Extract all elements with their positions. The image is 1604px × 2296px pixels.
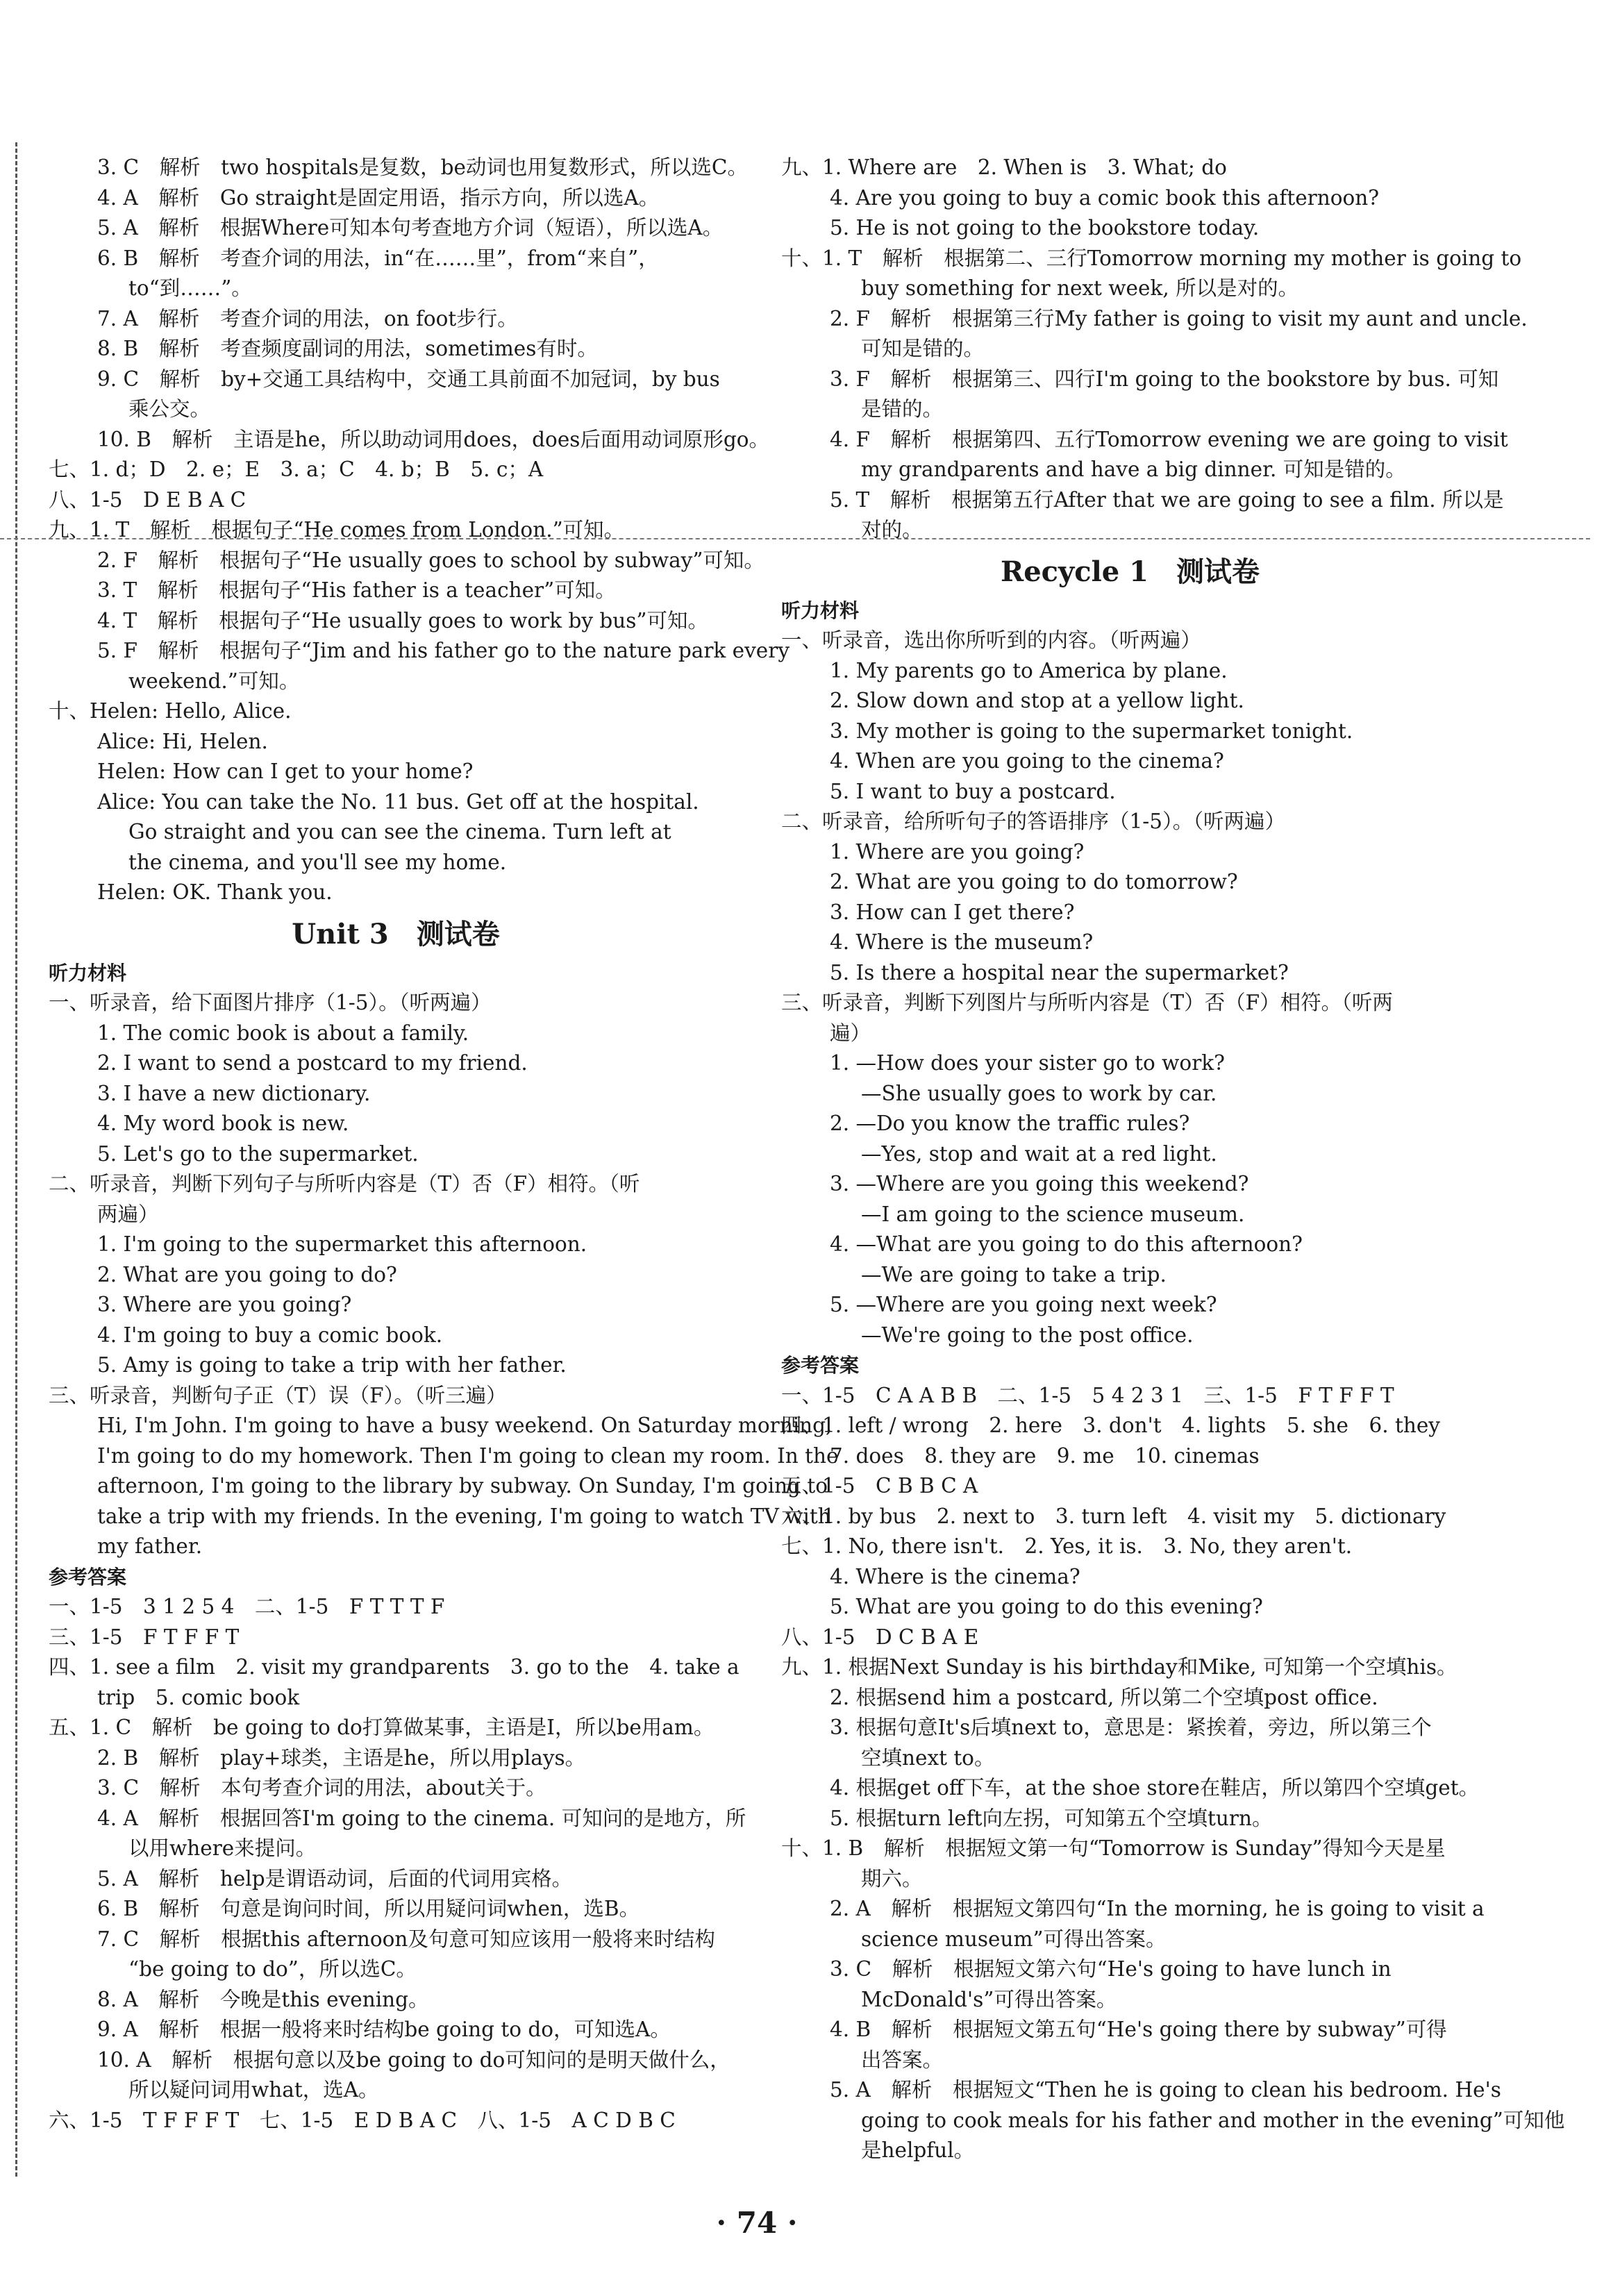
text-line: 9. A 解析 根据一般将来时结构be going to do，可知选A。 xyxy=(97,2018,671,2041)
text-line: 六、1-5 T F F F T 七、1-5 E D B A C 八、1-5 A C D B C xyxy=(49,2108,676,2132)
text-line: Alice: You can take the No. 11 bus. Get off at the hospital. xyxy=(97,789,699,814)
text-line: 5. Let's go to the supermarket. xyxy=(97,1141,419,1166)
text-line: going to cook meals for his father and mother in the evening”可知他 xyxy=(861,2108,1565,2132)
text-line: 4. 根据get off下车，at the shoe store在鞋店，所以第四个空填get。 xyxy=(830,1776,1480,1800)
text-line: trip 5. comic book xyxy=(97,1685,300,1709)
text-line: 可知是错的。 xyxy=(861,337,985,360)
text-line: 3. Where are you going? xyxy=(97,1293,352,1316)
text-line: 5. A 解析 根据短文“Then he is going to clean his bedroom. He's xyxy=(830,2078,1501,2102)
text-line: 1. —How does your sister go to work? xyxy=(830,1051,1225,1075)
text-line: 4. Where is the cinema? xyxy=(830,1564,1080,1589)
text-line: 5. Amy is going to take a trip with her father. xyxy=(97,1353,567,1377)
text-line: 3. F 解析 根据第三、四行I'm going to the bookstore by bus. 可知 xyxy=(830,367,1499,391)
text-line: —We are going to take a trip. xyxy=(861,1262,1167,1287)
text-line: the cinema, and you'll see my home. xyxy=(128,850,507,874)
text-line: 10. B 解析 主语是he，所以助动词用does，does后面用动词原形go。 xyxy=(97,427,770,451)
text-line: 2. What are you going to do? xyxy=(97,1262,397,1287)
text-line: 2. 根据send him a postcard, 所以第二个空填post office. xyxy=(830,1685,1378,1709)
text-line: 以用where来提问。 xyxy=(128,1836,317,1860)
text-line: 2. —Do you know the traffic rules? xyxy=(830,1112,1190,1135)
text-line: 5. —Where are you going next week? xyxy=(830,1293,1217,1316)
text-line: 1. The comic book is about a family. xyxy=(97,1021,469,1045)
text-line: Alice: Hi, Helen. xyxy=(97,729,268,753)
text-line: Helen: How can I get to your home? xyxy=(97,760,474,783)
text-line: Hi, I'm John. I'm going to have a busy weekend. On Saturday morning, xyxy=(97,1414,833,1437)
text-line: 7. A 解析 考查介词的用法，on foot步行。 xyxy=(97,306,518,330)
text-line: 二、听录音，判断下列句子与所听内容是（T）否（F）相符。（听 xyxy=(49,1172,640,1196)
text-line: 3. C 解析 根据短文第六句“He's going to have lunch in xyxy=(830,1957,1392,1981)
text-line: 1. Where are you going? xyxy=(830,839,1085,864)
text-line: 所以疑问词用what，选A。 xyxy=(128,2078,379,2102)
text-line: Helen: OK. Thank you. xyxy=(97,880,333,904)
text-line: 一、听录音，选出你所听到的内容。（听两遍） xyxy=(781,628,1201,652)
text-line: 5. 根据turn left向左拐，可知第五个空填turn。 xyxy=(830,1806,1273,1830)
text-line: 4. A 解析 Go straight是固定用语，指示方向，所以选A。 xyxy=(97,185,660,210)
text-line: 二、听录音，给所听句子的答语排序（1-5）。（听两遍） xyxy=(781,810,1286,833)
text-line: 8. B 解析 考查频度副词的用法，sometimes有时。 xyxy=(97,337,598,360)
text-line: 4. F 解析 根据第四、五行Tomorrow evening we are going to visit xyxy=(830,427,1508,451)
text-line: 7. C 解析 根据this afternoon及句意可知应该用一般将来时结构 xyxy=(97,1927,715,1951)
text-line: 4. Where is the museum? xyxy=(830,930,1094,954)
text-line: 一、1-5 C A A B B 二、1-5 5 4 2 3 1 三、1-5 F T F F T xyxy=(781,1383,1394,1407)
text-line: 10. A 解析 根据句意以及be going to do可知问的是明天做什么， xyxy=(97,2047,730,2072)
text-line: 3. How can I get there? xyxy=(830,900,1075,924)
text-line: 4. T 解析 根据句子“He usually goes to work by bus”可知。 xyxy=(97,608,708,632)
text-line: 5. F 解析 根据句子“Jim and his father go to the nature park every xyxy=(97,639,790,662)
text-line: 3. I have a new dictionary. xyxy=(97,1081,371,1105)
text-line: 期六。 xyxy=(861,1866,923,1891)
text-line: 5. Is there a hospital near the supermarket? xyxy=(830,960,1289,984)
left-column xyxy=(49,153,839,2136)
text-line: 遍） xyxy=(830,1021,871,1045)
text-line: 是helpful。 xyxy=(861,2138,975,2162)
text-line: 2. B 解析 play+球类，主语是he，所以用plays。 xyxy=(97,1745,586,1770)
text-line: 九、1. 根据Next Sunday is his birthday和Mike, 可知第一个空填his。 xyxy=(781,1655,1457,1679)
text-line: 七、1. d；D 2. e；E 3. a；C 4. b；B 5. c；A xyxy=(49,458,544,481)
text-line: 4. Are you going to buy a comic book this afternoon? xyxy=(830,185,1380,210)
text-line: 是错的。 xyxy=(861,397,944,421)
text-line: 2. A 解析 根据短文第四句“In the morning, he is going to visit a xyxy=(830,1897,1485,1920)
text-line: 十、Helen: Hello, Alice. xyxy=(49,699,292,723)
text-line: 5. A 解析 help是谓语动词，后面的代词用宾格。 xyxy=(97,1866,573,1891)
text-line: 三、1-5 F T F F T xyxy=(49,1625,240,1649)
text-line: 6. B 解析 考查介词的用法，in“在……里”，from“来自”， xyxy=(97,246,659,270)
text-line: 4. My word book is new. xyxy=(97,1112,349,1135)
text-line: 空填next to。 xyxy=(861,1745,995,1770)
page-number: · 74 · xyxy=(716,2206,798,2240)
section-title: Unit 3 测试卷 xyxy=(292,917,500,950)
text-line: 十、1. B 解析 根据短文第一句“Tomorrow is Sunday”得知今天是星 xyxy=(781,1836,1446,1860)
text-line: 一、听录音，给下面图片排序（1-5）。（听两遍） xyxy=(49,991,492,1014)
text-line: 四、1. left / wrong 2. here 3. don't 4. lights 5. she 6. they xyxy=(781,1414,1440,1437)
text-line: my father. xyxy=(97,1534,203,1558)
right-column xyxy=(781,153,1565,2166)
text-line: McDonald's”可得出答案。 xyxy=(861,1987,1117,2011)
text-line: 3. C 解析 本句考查介词的用法，about关于。 xyxy=(97,1776,546,1800)
text-line: 3. —Where are you going this weekend? xyxy=(830,1172,1249,1196)
text-line: 5. What are you going to do this evening? xyxy=(830,1595,1263,1618)
text-line: 2. What are you going to do tomorrow? xyxy=(830,870,1238,894)
text-line: 八、1-5 D C B A E xyxy=(781,1625,979,1649)
text-line: 五、1. C 解析 be going to do打算做某事，主语是I，所以be用am。 xyxy=(49,1716,715,1739)
text-line: 8. A 解析 今晚是this evening。 xyxy=(97,1987,429,2011)
text-line: afternoon, I'm going to the library by subway. On Sunday, I'm going to xyxy=(97,1474,828,1498)
text-line: take a trip with my friends. In the evening, I'm going to watch TV with xyxy=(97,1504,831,1528)
text-line: 2. F 解析 根据句子“He usually goes to school by subway”可知。 xyxy=(97,548,765,572)
text-line: 2. Slow down and stop at a yellow light. xyxy=(830,689,1244,712)
text-line: 3. C 解析 two hospitals是复数，be动词也用复数形式，所以选C。 xyxy=(97,156,748,179)
text-line: 八、1-5 D E B A C xyxy=(49,487,247,512)
subsection-heading: 参考答案 xyxy=(781,1354,860,1377)
text-line: 5. He is not going to the bookstore today. xyxy=(830,216,1260,240)
text-line: —I am going to the science museum. xyxy=(861,1202,1245,1226)
text-line: —She usually goes to work by car. xyxy=(861,1081,1217,1105)
text-line: 对的。 xyxy=(861,518,923,542)
text-line: “be going to do”，所以选C。 xyxy=(128,1957,417,1981)
text-line: 1. I'm going to the supermarket this afternoon. xyxy=(97,1232,587,1256)
text-line: 十、1. T 解析 根据第二、三行Tomorrow morning my mother is going to xyxy=(781,246,1522,270)
text-line: 3. T 解析 根据句子“His father is a teacher”可知。 xyxy=(97,578,616,602)
text-line: 5. A 解析 根据Where可知本句考查地方介词（短语），所以选A。 xyxy=(97,216,724,240)
text-line: I'm going to do my homework. Then I'm going to clean my room. In the xyxy=(97,1443,839,1468)
text-line: 9. C 解析 by+交通工具结构中，交通工具前面不加冠词，by bus xyxy=(97,367,720,391)
text-line: 六、1. by bus 2. next to 3. turn left 4. visit my 5. dictionary xyxy=(781,1504,1446,1528)
text-line: science museum”可得出答案。 xyxy=(861,1927,1167,1951)
text-line: 乘公交。 xyxy=(128,397,211,421)
text-line: 四、1. see a film 2. visit my grandparents 3. go to the 4. take a xyxy=(49,1655,740,1679)
text-line: 2. I want to send a postcard to my friend. xyxy=(97,1051,528,1075)
subsection-heading: 听力材料 xyxy=(49,961,127,984)
text-line: my grandparents and have a big dinner. 可知是错的。 xyxy=(861,458,1406,481)
text-line: 两遍） xyxy=(97,1202,159,1226)
text-line: 三、听录音，判断下列图片与所听内容是（T）否（F）相符。（听两 xyxy=(781,991,1393,1014)
text-line: 5. I want to buy a postcard. xyxy=(830,779,1116,803)
subsection-heading: 听力材料 xyxy=(781,598,860,622)
text-line: 九、1. T 解析 根据句子“He comes from London.”可知。 xyxy=(49,518,625,542)
text-line: weekend.”可知。 xyxy=(128,669,300,693)
binding-line xyxy=(15,142,17,2177)
text-line: Go straight and you can see the cinema. Turn left at xyxy=(128,820,671,844)
text-line: 4. When are you going to the cinema? xyxy=(830,749,1224,773)
text-line: 三、听录音，判断句子正（T）误（F）。（听三遍） xyxy=(49,1383,507,1407)
text-line: —Yes, stop and wait at a red light. xyxy=(861,1141,1217,1166)
text-line: 6. B 解析 句意是询问时间，所以用疑问词when，选B。 xyxy=(97,1897,640,1920)
text-line: 4. —What are you going to do this afternoon? xyxy=(830,1232,1303,1256)
text-line: buy something for next week, 所以是对的。 xyxy=(861,276,1299,300)
section-title: Recycle 1 测试卷 xyxy=(1000,555,1260,588)
text-line: —We're going to the post office. xyxy=(861,1323,1194,1347)
text-line: 7. does 8. they are 9. me 10. cinemas xyxy=(830,1443,1260,1468)
text-line: 五、1-5 C B B C A xyxy=(781,1474,978,1498)
text-line: 4. B 解析 根据短文第五句“He's going there by subway”可得 xyxy=(830,2018,1447,2041)
text-line: 2. F 解析 根据第三行My father is going to visit my aunt and uncle. xyxy=(830,306,1528,330)
text-line: 3. 根据句意It's后填next to，意思是：紧挨着，旁边，所以第三个 xyxy=(830,1716,1432,1739)
text-line: to“到……”。 xyxy=(128,276,252,300)
text-line: 3. My mother is going to the supermarket tonight. xyxy=(830,719,1353,743)
text-line: 1. My parents go to America by plane. xyxy=(830,658,1228,682)
text-line: 七、1. No, there isn't. 2. Yes, it is. 3. No, they aren't. xyxy=(781,1534,1353,1558)
subsection-heading: 参考答案 xyxy=(49,1565,127,1589)
text-line: 4. I'm going to buy a comic book. xyxy=(97,1323,443,1347)
text-line: 一、1-5 3 1 2 5 4 二、1-5 F T T T F xyxy=(49,1595,445,1618)
text-line: 5. T 解析 根据第五行After that we are going to see a film. 所以是 xyxy=(830,487,1504,512)
text-line: 出答案。 xyxy=(861,2047,944,2072)
text-line: 九、1. Where are 2. When is 3. What; do xyxy=(781,156,1227,179)
text-line: 4. A 解析 根据回答I'm going to the cinema. 可知问的是地方，所 xyxy=(97,1806,746,1830)
